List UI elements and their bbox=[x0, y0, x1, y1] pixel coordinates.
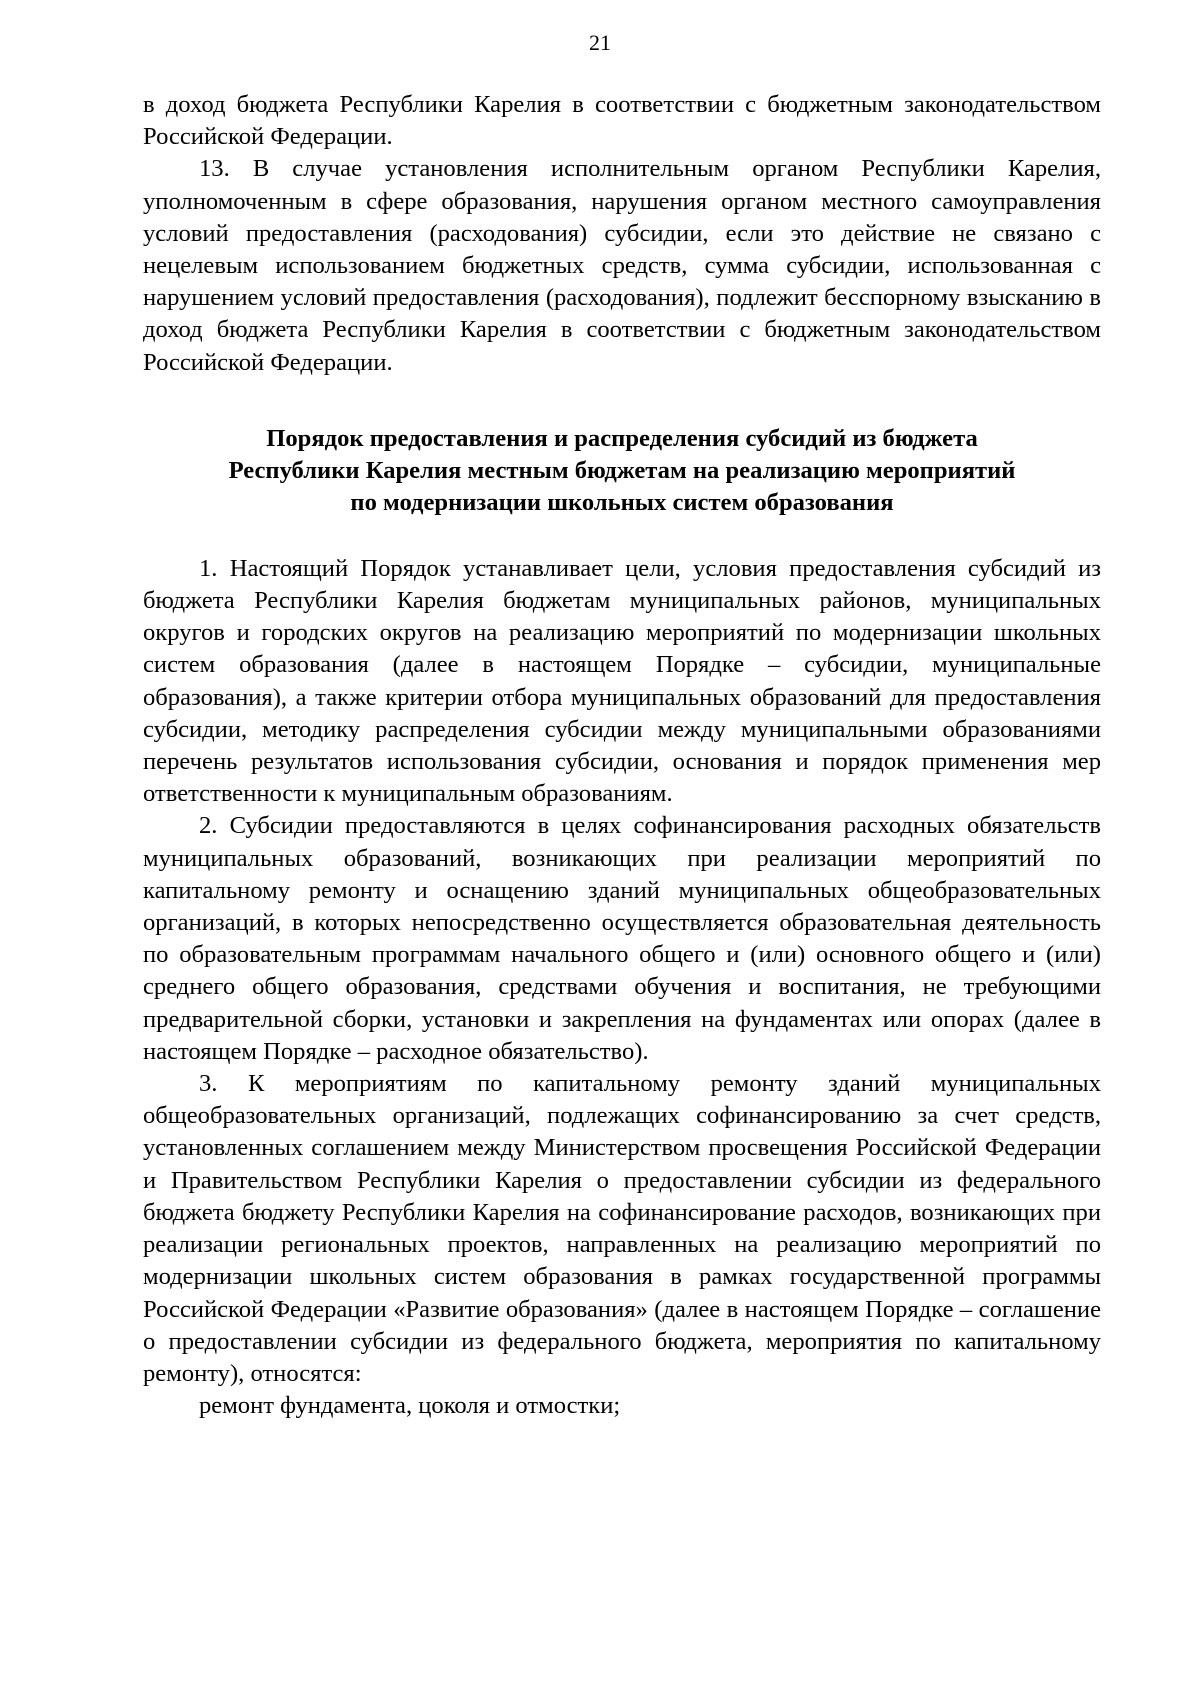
paragraph-2: 2. Субсидии предоставляются в целях софинансирования расходных обязательств муниципальных образований, возникающих при реализации мероприятий по капитальному ремонту и оснащению зданий муниципальных общеобразовательных организаций, в которых непосредственно осуществляется образовательная деятельность по образовательным программам начального общего и (или) основного общего и (или) среднего общего образования, средствами обучения и воспитания, не требующими предварительной сборки, установки и закрепления на фундаментах или опорах (далее в настоящем Порядке – расходное обязательство). bbox=[143, 812, 1101, 1065]
list-item-foundation-repair: ремонт фундамента, цоколя и отмостки; bbox=[199, 1392, 621, 1420]
spacer bbox=[143, 379, 1101, 423]
section-heading-line-1: Порядок предоставления и распределения субсидий из бюджета bbox=[266, 424, 978, 452]
paragraph-3: 3. К мероприятиям по капитальному ремонту зданий муниципальных общеобразовательных организаций, подлежащих софинансированию за счет средств, установленных соглашением между Министерством просвещения Российской Федерации и Правительством Республики Карелия о предоставлении субсидии из федерального бюджета бюджету Республики Карелия на софинансирование расходов, возникающих при реализации региональных проектов, направленных на реализацию мероприятий по модернизации школьных систем образования в рамках государственной программы Российской Федерации «Развитие образования» (далее в настоящем Порядке – соглашение о предоставлении субсидии из федерального бюджета, мероприятия по капитальному ремонту), относятся: bbox=[143, 1070, 1101, 1387]
section-heading bbox=[143, 423, 1101, 519]
paragraph-1: 1. Настоящий Порядок устанавливает цели, условия предоставления субсидий из бюджета Республики Карелия бюджетам муниципальных районов, муниципальных округов и городских округов на реализацию мероприятий по модернизации школьных систем образования (далее в настоящем Порядке – субсидии, муниципальные образования), а также критерии отбора муниципальных образований для предоставления субсидии, методику распределения субсидии между муниципальными образованиями перечень результатов использования субсидии, основания и порядок применения мер ответственности к муниципальным образованиям. bbox=[143, 554, 1101, 808]
paragraph-13: 13. В случае установления исполнительным органом Республики Карелия, уполномоченным в сфере образования, нарушения органом местного самоуправления условий предоставления (расходования) субсидии, если это действие не связано с нецелевым использованием бюджетных средств, сумма субсидии, использованная с нарушением условий предоставления (расходования), подлежит бесспорному взысканию в доход бюджета Республики Карелия в соответствии с бюджетным законодательством Российской Федерации. bbox=[143, 155, 1101, 376]
document-body bbox=[143, 89, 1101, 1422]
spacer bbox=[143, 519, 1101, 553]
section-heading-line-2: Республики Карелия местным бюджетам на реализацию мероприятий bbox=[228, 456, 1016, 484]
paragraph-continuation: в доход бюджета Республики Карелия в соответствии с бюджетным законодательством Российской Федерации. bbox=[143, 91, 1101, 151]
section-heading-line-3: по модернизации школьных систем образования bbox=[350, 488, 894, 516]
page-number: 21 bbox=[589, 30, 611, 55]
